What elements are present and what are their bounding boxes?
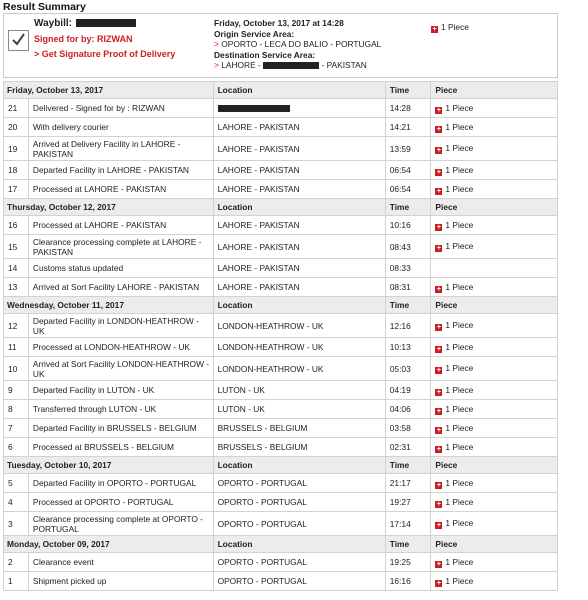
day-header-row <box>4 457 558 474</box>
column-location-header: Location <box>213 297 385 314</box>
event-row <box>4 338 558 357</box>
column-time-header: Time <box>385 457 431 474</box>
event-location: LAHORE - PAKISTAN <box>213 161 385 180</box>
event-piece-label: 1 Piece <box>445 363 474 373</box>
plus-square-icon[interactable]: + <box>436 579 441 587</box>
event-piece-label: 1 Piece <box>445 241 474 251</box>
event-time: 17:14 <box>385 512 431 536</box>
event-time: 13:59 <box>385 137 431 161</box>
column-location-header: Location <box>213 457 385 474</box>
event-location: BRUSSELS - BELGIUM <box>213 438 385 457</box>
event-number: 11 <box>4 338 29 357</box>
plus-square-icon[interactable]: + <box>436 388 441 396</box>
event-piece-label: 1 Piece <box>445 164 474 175</box>
day-header-row <box>4 82 558 99</box>
event-location: LAHORE - PAKISTAN <box>213 259 385 278</box>
event-row <box>4 216 558 235</box>
event-location: LUTON - UK <box>213 400 385 419</box>
event-time: 05:03 <box>385 357 431 381</box>
plus-square-icon[interactable]: + <box>436 245 441 252</box>
plus-square-icon[interactable]: + <box>436 223 441 231</box>
column-time-header: Time <box>385 536 431 553</box>
event-piece-label: 1 Piece <box>445 518 474 528</box>
event-description: Arrived at Sort Facility LAHORE - PAKISTAN <box>28 278 213 297</box>
destination-redaction <box>263 62 319 69</box>
event-location: LUTON - UK <box>213 381 385 400</box>
plus-square-icon[interactable]: + <box>436 426 441 434</box>
origin-arrow: > <box>214 39 219 49</box>
event-number: 6 <box>4 438 29 457</box>
delivery-date: Friday, October 13, 2017 at 14:28 <box>214 18 344 28</box>
plus-square-icon[interactable]: + <box>436 367 441 374</box>
event-row <box>4 314 558 338</box>
event-time: 10:13 <box>385 338 431 357</box>
summary-panel <box>3 13 558 78</box>
event-location: OPORTO - PORTUGAL <box>213 474 385 493</box>
event-description: Departed Facility in LAHORE - PAKISTAN <box>28 161 213 180</box>
event-time: 14:21 <box>385 118 431 137</box>
event-time: 19:25 <box>385 553 431 572</box>
destination-arrow: > <box>214 60 219 70</box>
event-number: 19 <box>4 137 29 161</box>
event-piece[interactable] <box>431 474 558 493</box>
event-piece[interactable] <box>431 278 558 297</box>
plus-square-icon[interactable]: + <box>436 147 441 154</box>
event-row <box>4 512 558 536</box>
event-row <box>4 259 558 278</box>
plus-square-icon[interactable]: + <box>436 500 441 508</box>
event-piece[interactable] <box>431 180 558 199</box>
event-number: 8 <box>4 400 29 419</box>
plus-square-icon[interactable]: + <box>436 187 441 195</box>
plus-square-icon[interactable]: + <box>436 285 441 293</box>
events-table <box>3 81 558 591</box>
event-time: 04:06 <box>385 400 431 419</box>
event-time: 03:58 <box>385 419 431 438</box>
event-piece[interactable] <box>431 438 558 457</box>
event-location: OPORTO - PORTUGAL <box>213 512 385 536</box>
event-time: 06:54 <box>385 161 431 180</box>
page-title: Result Summary <box>3 1 86 13</box>
event-piece-label: 1 Piece <box>445 102 474 113</box>
waybill-text: Waybill: <box>34 18 72 29</box>
event-row <box>4 438 558 457</box>
column-location-header: Location <box>213 536 385 553</box>
event-description: Departed Facility in OPORTO - PORTUGAL <box>28 474 213 493</box>
event-piece-label: 1 Piece <box>445 219 474 230</box>
event-description: Processed at BRUSSELS - BELGIUM <box>28 438 213 457</box>
event-number: 1 <box>4 572 29 591</box>
event-time: 08:43 <box>385 235 431 259</box>
day-header-row <box>4 297 558 314</box>
service-area-info <box>214 18 381 71</box>
day-label: Monday, October 09, 2017 <box>4 536 214 553</box>
event-description: Departed Facility in BRUSSELS - BELGIUM <box>28 419 213 438</box>
event-number: 2 <box>4 553 29 572</box>
event-description: Arrived at Delivery Facility in LAHORE - PAKISTAN <box>28 137 213 161</box>
event-location: OPORTO - PORTUGAL <box>213 572 385 591</box>
event-number: 10 <box>4 357 29 381</box>
event-piece[interactable] <box>431 572 558 591</box>
event-location: LAHORE - PAKISTAN <box>213 137 385 161</box>
event-piece-label: 1 Piece <box>445 575 474 586</box>
event-piece[interactable] <box>431 400 558 419</box>
event-time: 04:19 <box>385 381 431 400</box>
plus-square-icon[interactable]: + <box>436 560 441 568</box>
column-piece-header: Piece <box>431 82 558 99</box>
event-piece-label: 1 Piece <box>445 341 474 352</box>
day-header-row <box>4 536 558 553</box>
destination-label: Destination Service Area: <box>214 49 316 60</box>
plus-square-icon[interactable]: + <box>436 345 441 353</box>
event-piece[interactable] <box>431 118 558 137</box>
event-piece[interactable] <box>431 553 558 572</box>
event-number: 18 <box>4 161 29 180</box>
origin-value: OPORTO - LECA DO BALIO - PORTUGAL <box>221 39 382 49</box>
event-piece[interactable] <box>431 338 558 357</box>
event-time: 10:16 <box>385 216 431 235</box>
event-row <box>4 381 558 400</box>
event-number: 17 <box>4 180 29 199</box>
event-time: 14:28 <box>385 99 431 118</box>
day-header-row <box>4 199 558 216</box>
column-time-header: Time <box>385 297 431 314</box>
signed-for: Signed for by: RIZWAN <box>34 34 133 44</box>
event-location: LONDON-HEATHROW - UK <box>213 357 385 381</box>
event-description: Clearance event <box>28 553 213 572</box>
event-description: Delivered - Signed for by : RIZWAN <box>28 99 213 118</box>
column-location-header: Location <box>213 82 385 99</box>
plus-square-icon[interactable]: + <box>436 481 441 489</box>
event-description: Processed at OPORTO - PORTUGAL <box>28 493 213 512</box>
column-piece-header: Piece <box>431 536 558 553</box>
event-piece-label: 1 Piece <box>445 477 474 488</box>
column-location-header: Location <box>213 199 385 216</box>
plus-square-icon[interactable]: + <box>436 445 441 453</box>
plus-square-icon[interactable]: + <box>436 168 441 176</box>
event-description: Processed at LONDON-HEATHROW - UK <box>28 338 213 357</box>
event-time: 12:16 <box>385 314 431 338</box>
event-row <box>4 235 558 259</box>
event-location: OPORTO - PORTUGAL <box>213 493 385 512</box>
event-description: Arrived at Sort Facility LONDON-HEATHROW - UK <box>28 357 213 381</box>
event-piece[interactable] <box>431 493 558 512</box>
event-row <box>4 99 558 118</box>
event-piece-label: 1 Piece <box>445 143 474 153</box>
column-piece-header: Piece <box>431 297 558 314</box>
day-label: Friday, October 13, 2017 <box>4 82 214 99</box>
origin-label: Origin Service Area: <box>214 28 295 39</box>
plus-square-icon[interactable]: + <box>436 324 441 331</box>
column-time-header: Time <box>385 199 431 216</box>
column-piece-header: Piece <box>431 457 558 474</box>
event-description: Processed at LAHORE - PAKISTAN <box>28 180 213 199</box>
event-number: 4 <box>4 493 29 512</box>
event-piece[interactable] <box>431 99 558 118</box>
event-piece[interactable] <box>431 314 558 338</box>
event-row <box>4 161 558 180</box>
event-number: 14 <box>4 259 29 278</box>
event-piece-label: 1 Piece <box>445 556 474 567</box>
event-piece-label: 1 Piece <box>445 496 474 507</box>
day-label: Wednesday, October 11, 2017 <box>4 297 214 314</box>
event-piece-label: 1 Piece <box>445 384 474 395</box>
day-label: Tuesday, October 10, 2017 <box>4 457 214 474</box>
event-description: Departed Facility in LUTON - UK <box>28 381 213 400</box>
event-description: Clearance processing complete at OPORTO - PORTUGAL <box>28 512 213 536</box>
event-row <box>4 419 558 438</box>
event-row <box>4 278 558 297</box>
event-time: 19:27 <box>385 493 431 512</box>
event-location <box>213 99 385 118</box>
delivered-check-icon <box>8 30 29 51</box>
event-location: LONDON-HEATHROW - UK <box>213 314 385 338</box>
event-description: Transferred through LUTON - UK <box>28 400 213 419</box>
plus-square-icon[interactable]: + <box>436 407 441 415</box>
event-time: 06:54 <box>385 180 431 199</box>
summary-piece[interactable] <box>431 22 469 33</box>
plus-square-icon[interactable]: + <box>432 26 437 33</box>
event-number: 9 <box>4 381 29 400</box>
event-location: LAHORE - PAKISTAN <box>213 216 385 235</box>
event-piece-label: 1 Piece <box>445 183 474 194</box>
event-number: 20 <box>4 118 29 137</box>
location-redaction <box>218 105 290 112</box>
column-time-header: Time <box>385 82 431 99</box>
signature-proof-link[interactable]: > Get Signature Proof of Delivery <box>34 49 176 59</box>
event-piece[interactable] <box>431 235 558 259</box>
event-row <box>4 400 558 419</box>
event-piece-label: 1 Piece <box>445 422 474 433</box>
event-row <box>4 118 558 137</box>
event-piece[interactable] <box>431 512 558 536</box>
event-row <box>4 137 558 161</box>
event-row <box>4 357 558 381</box>
event-piece-label: 1 Piece <box>445 121 474 132</box>
event-piece <box>431 259 558 278</box>
event-piece-label: 1 Piece <box>445 441 474 452</box>
event-location: BRUSSELS - BELGIUM <box>213 419 385 438</box>
event-description: Customs status updated <box>28 259 213 278</box>
event-row <box>4 572 558 591</box>
event-piece[interactable] <box>431 357 558 381</box>
column-piece-header: Piece <box>431 199 558 216</box>
event-time: 16:16 <box>385 572 431 591</box>
event-piece[interactable] <box>431 161 558 180</box>
event-row <box>4 493 558 512</box>
event-time: 21:17 <box>385 474 431 493</box>
event-time: 08:33 <box>385 259 431 278</box>
event-piece-label: 1 Piece <box>445 403 474 414</box>
event-number: 15 <box>4 235 29 259</box>
event-piece[interactable] <box>431 381 558 400</box>
event-number: 13 <box>4 278 29 297</box>
plus-square-icon[interactable]: + <box>436 125 441 133</box>
event-time: 02:31 <box>385 438 431 457</box>
plus-square-icon[interactable]: + <box>436 522 441 529</box>
event-description: Shipment picked up <box>28 572 213 591</box>
summary-piece-label: 1 Piece <box>441 22 469 32</box>
event-number: 16 <box>4 216 29 235</box>
event-number: 12 <box>4 314 29 338</box>
waybill-redaction <box>76 19 136 27</box>
event-description: Clearance processing complete at LAHORE - PAKISTAN <box>28 235 213 259</box>
event-number: 7 <box>4 419 29 438</box>
plus-square-icon[interactable]: + <box>436 106 441 114</box>
event-description: With delivery courier <box>28 118 213 137</box>
event-location: OPORTO - PORTUGAL <box>213 553 385 572</box>
day-label: Thursday, October 12, 2017 <box>4 199 214 216</box>
destination-prefix: LAHORE - <box>221 60 261 70</box>
event-time: 08:31 <box>385 278 431 297</box>
event-number: 5 <box>4 474 29 493</box>
event-row <box>4 553 558 572</box>
event-row <box>4 474 558 493</box>
event-piece[interactable] <box>431 137 558 161</box>
event-piece[interactable] <box>431 216 558 235</box>
waybill-label <box>34 18 136 29</box>
event-location: LAHORE - PAKISTAN <box>213 278 385 297</box>
event-row <box>4 180 558 199</box>
event-number: 3 <box>4 512 29 536</box>
event-number: 21 <box>4 99 29 118</box>
event-description: Processed at LAHORE - PAKISTAN <box>28 216 213 235</box>
event-location: LAHORE - PAKISTAN <box>213 180 385 199</box>
event-description: Departed Facility in LONDON-HEATHROW - UK <box>28 314 213 338</box>
event-location: LAHORE - PAKISTAN <box>213 118 385 137</box>
event-piece[interactable] <box>431 419 558 438</box>
event-piece-label: 1 Piece <box>445 320 474 330</box>
event-location: LAHORE - PAKISTAN <box>213 235 385 259</box>
destination-suffix: - PAKISTAN <box>321 60 367 70</box>
event-location: LONDON-HEATHROW - UK <box>213 338 385 357</box>
event-piece-label: 1 Piece <box>445 281 474 292</box>
